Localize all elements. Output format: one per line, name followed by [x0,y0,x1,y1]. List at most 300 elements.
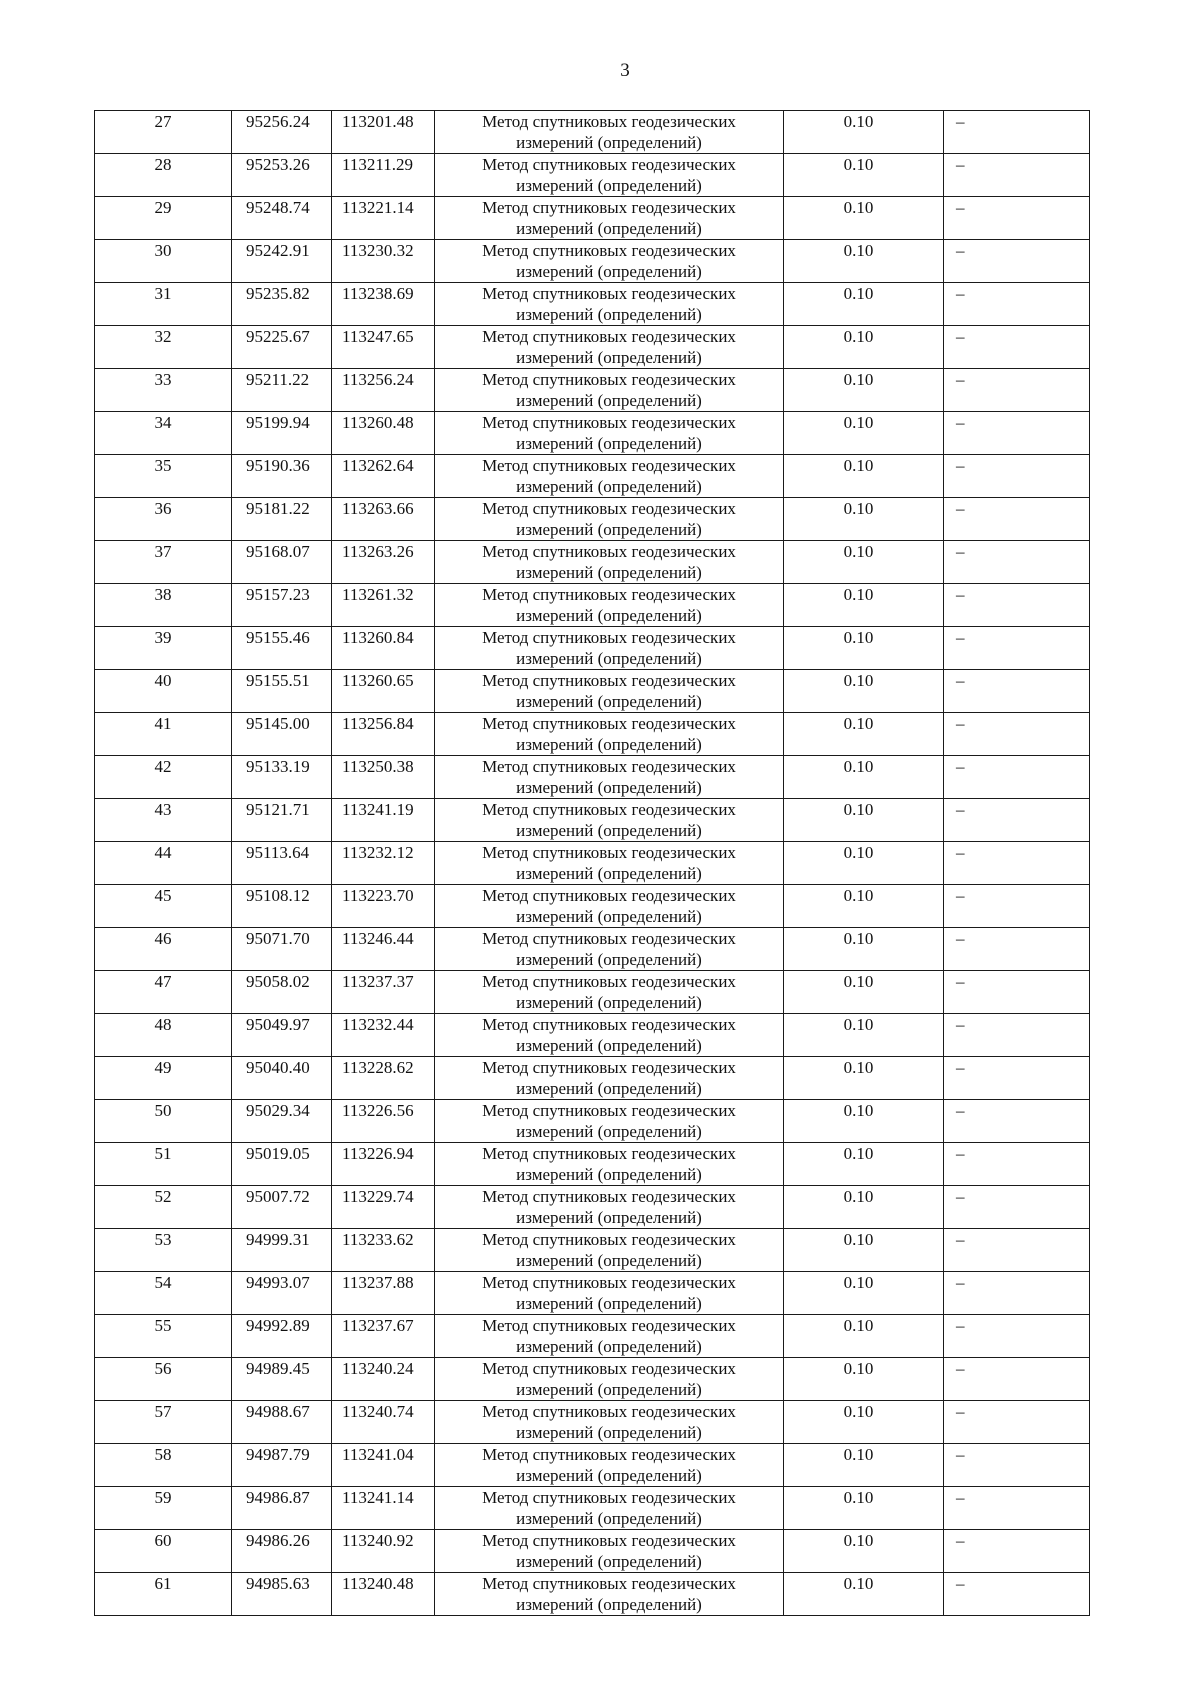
y-coordinate-cell: 113250.38 [332,756,435,799]
method-line-2: измерений (определений) [516,1079,702,1098]
point-number-cell: 47 [95,971,232,1014]
x-coordinate-cell: 95256.24 [232,111,332,154]
point-number-cell: 38 [95,584,232,627]
point-number-cell: 59 [95,1487,232,1530]
point-number-cell: 60 [95,1530,232,1573]
point-number-cell: 61 [95,1573,232,1616]
method-cell [435,326,784,369]
table-row [95,713,1090,756]
y-coordinate-cell: 113238.69 [332,283,435,326]
y-coordinate-cell: 113247.65 [332,326,435,369]
table-row [95,455,1090,498]
method-line-1: Метод спутниковых геодезических [482,1531,736,1550]
method-line-2: измерений (определений) [516,821,702,840]
method-line-2: измерений (определений) [516,1423,702,1442]
method-line-1: Метод спутниковых геодезических [482,284,736,303]
method-cell [435,412,784,455]
method-cell [435,1358,784,1401]
table-row [95,799,1090,842]
point-number-cell: 53 [95,1229,232,1272]
method-line-1: Метод спутниковых геодезических [482,714,736,733]
x-coordinate-cell: 95235.82 [232,283,332,326]
method-line-2: измерений (определений) [516,434,702,453]
method-cell [435,1530,784,1573]
table-row [95,1530,1090,1573]
table-row [95,197,1090,240]
method-cell [435,713,784,756]
table-row [95,541,1090,584]
method-line-2: измерений (определений) [516,1208,702,1227]
method-line-1: Метод спутниковых геодезических [482,1273,736,1292]
x-coordinate-cell: 94986.26 [232,1530,332,1573]
table-row [95,1014,1090,1057]
method-line-1: Метод спутниковых геодезических [482,843,736,862]
method-cell [435,971,784,1014]
point-number-cell: 40 [95,670,232,713]
accuracy-cell: 0.10 [784,412,944,455]
y-coordinate-cell: 113260.84 [332,627,435,670]
table-row [95,756,1090,799]
table-row [95,1272,1090,1315]
method-line-1: Метод спутниковых геодезических [482,1015,736,1034]
point-number-cell: 28 [95,154,232,197]
note-cell: – [944,885,1090,928]
method-line-2: измерений (определений) [516,1251,702,1270]
method-line-2: измерений (определений) [516,1466,702,1485]
method-line-1: Метод спутниковых геодезических [482,542,736,561]
method-cell [435,1315,784,1358]
accuracy-cell: 0.10 [784,1143,944,1186]
x-coordinate-cell: 95248.74 [232,197,332,240]
method-line-1: Метод спутниковых геодезических [482,1144,736,1163]
accuracy-cell: 0.10 [784,1444,944,1487]
method-line-1: Метод спутниковых геодезических [482,972,736,991]
accuracy-cell: 0.10 [784,1186,944,1229]
method-line-1: Метод спутниковых геодезических [482,198,736,217]
x-coordinate-cell: 94999.31 [232,1229,332,1272]
y-coordinate-cell: 113237.67 [332,1315,435,1358]
x-coordinate-cell: 95211.22 [232,369,332,412]
method-cell [435,1401,784,1444]
table-row [95,928,1090,971]
table-row [95,584,1090,627]
point-number-cell: 45 [95,885,232,928]
x-coordinate-cell: 95145.00 [232,713,332,756]
note-cell: – [944,1401,1090,1444]
note-cell: – [944,1014,1090,1057]
accuracy-cell: 0.10 [784,670,944,713]
note-cell: – [944,1444,1090,1487]
accuracy-cell: 0.10 [784,1100,944,1143]
y-coordinate-cell: 113233.62 [332,1229,435,1272]
note-cell: – [944,971,1090,1014]
accuracy-cell: 0.10 [784,283,944,326]
accuracy-cell: 0.10 [784,541,944,584]
y-coordinate-cell: 113260.48 [332,412,435,455]
method-cell [435,1444,784,1487]
point-number-cell: 39 [95,627,232,670]
accuracy-cell: 0.10 [784,1014,944,1057]
method-line-2: измерений (определений) [516,778,702,797]
y-coordinate-cell: 113232.44 [332,1014,435,1057]
table-row [95,971,1090,1014]
method-line-1: Метод спутниковых геодезических [482,628,736,647]
point-number-cell: 41 [95,713,232,756]
y-coordinate-cell: 113240.24 [332,1358,435,1401]
accuracy-cell: 0.10 [784,111,944,154]
point-number-cell: 35 [95,455,232,498]
method-line-2: измерений (определений) [516,1595,702,1614]
note-cell: – [944,283,1090,326]
table-row [95,885,1090,928]
table-row [95,154,1090,197]
x-coordinate-cell: 95157.23 [232,584,332,627]
accuracy-cell: 0.10 [784,885,944,928]
accuracy-cell: 0.10 [784,842,944,885]
accuracy-cell: 0.10 [784,1272,944,1315]
note-cell: – [944,799,1090,842]
note-cell: – [944,498,1090,541]
accuracy-cell: 0.10 [784,971,944,1014]
accuracy-cell: 0.10 [784,1530,944,1573]
y-coordinate-cell: 113260.65 [332,670,435,713]
note-cell: – [944,670,1090,713]
accuracy-cell: 0.10 [784,326,944,369]
note-cell: – [944,154,1090,197]
y-coordinate-cell: 113241.19 [332,799,435,842]
point-number-cell: 29 [95,197,232,240]
method-cell [435,928,784,971]
x-coordinate-cell: 95108.12 [232,885,332,928]
y-coordinate-cell: 113256.24 [332,369,435,412]
page-number: 3 [620,60,630,81]
method-line-1: Метод спутниковых геодезических [482,155,736,174]
table-row [95,111,1090,154]
method-cell [435,1143,784,1186]
note-cell: – [944,756,1090,799]
x-coordinate-cell: 94993.07 [232,1272,332,1315]
method-cell [435,1186,784,1229]
method-line-1: Метод спутниковых геодезических [482,757,736,776]
point-number-cell: 50 [95,1100,232,1143]
method-line-2: измерений (определений) [516,176,702,195]
accuracy-cell: 0.10 [784,197,944,240]
method-line-1: Метод спутниковых геодезических [482,1058,736,1077]
x-coordinate-cell: 94989.45 [232,1358,332,1401]
note-cell: – [944,1229,1090,1272]
note-cell: – [944,412,1090,455]
note-cell: – [944,111,1090,154]
method-cell [435,756,784,799]
method-line-1: Метод спутниковых геодезических [482,499,736,518]
method-line-2: измерений (определений) [516,993,702,1012]
x-coordinate-cell: 95019.05 [232,1143,332,1186]
table-row [95,412,1090,455]
point-number-cell: 51 [95,1143,232,1186]
table-row [95,1401,1090,1444]
y-coordinate-cell: 113237.37 [332,971,435,1014]
method-line-1: Метод спутниковых геодезических [482,370,736,389]
note-cell: – [944,584,1090,627]
table-row [95,1573,1090,1616]
table-row [95,1358,1090,1401]
y-coordinate-cell: 113240.92 [332,1530,435,1573]
accuracy-cell: 0.10 [784,154,944,197]
method-cell [435,498,784,541]
note-cell: – [944,928,1090,971]
x-coordinate-cell: 95253.26 [232,154,332,197]
note-cell: – [944,1272,1090,1315]
x-coordinate-cell: 95190.36 [232,455,332,498]
table-row [95,283,1090,326]
y-coordinate-cell: 113230.32 [332,240,435,283]
accuracy-cell: 0.10 [784,498,944,541]
method-line-1: Метод спутниковых геодезических [482,1101,736,1120]
method-line-1: Метод спутниковых геодезических [482,585,736,604]
method-cell [435,369,784,412]
method-cell [435,455,784,498]
y-coordinate-cell: 113228.62 [332,1057,435,1100]
method-cell [435,541,784,584]
accuracy-cell: 0.10 [784,713,944,756]
method-line-1: Метод спутниковых геодезических [482,886,736,905]
y-coordinate-cell: 113237.88 [332,1272,435,1315]
x-coordinate-cell: 95040.40 [232,1057,332,1100]
point-number-cell: 58 [95,1444,232,1487]
y-coordinate-cell: 113223.70 [332,885,435,928]
method-line-2: измерений (определений) [516,1294,702,1313]
method-line-1: Метод спутниковых геодезических [482,413,736,432]
method-line-2: измерений (определений) [516,391,702,410]
note-cell: – [944,1186,1090,1229]
method-cell [435,240,784,283]
point-number-cell: 37 [95,541,232,584]
accuracy-cell: 0.10 [784,1487,944,1530]
point-number-cell: 42 [95,756,232,799]
y-coordinate-cell: 113263.26 [332,541,435,584]
point-number-cell: 55 [95,1315,232,1358]
accuracy-cell: 0.10 [784,584,944,627]
note-cell: – [944,713,1090,756]
x-coordinate-cell: 95049.97 [232,1014,332,1057]
table-row [95,842,1090,885]
method-line-2: измерений (определений) [516,520,702,539]
accuracy-cell: 0.10 [784,799,944,842]
point-number-cell: 44 [95,842,232,885]
x-coordinate-cell: 94992.89 [232,1315,332,1358]
x-coordinate-cell: 94986.87 [232,1487,332,1530]
y-coordinate-cell: 113240.48 [332,1573,435,1616]
note-cell: – [944,842,1090,885]
accuracy-cell: 0.10 [784,756,944,799]
note-cell: – [944,1530,1090,1573]
note-cell: – [944,1487,1090,1530]
point-number-cell: 31 [95,283,232,326]
point-number-cell: 48 [95,1014,232,1057]
method-line-2: измерений (определений) [516,305,702,324]
x-coordinate-cell: 95168.07 [232,541,332,584]
x-coordinate-cell: 95225.67 [232,326,332,369]
x-coordinate-cell: 94987.79 [232,1444,332,1487]
x-coordinate-cell: 94988.67 [232,1401,332,1444]
accuracy-cell: 0.10 [784,1315,944,1358]
coordinates-table [94,110,1090,1616]
note-cell: – [944,240,1090,283]
method-cell [435,154,784,197]
method-line-2: измерений (определений) [516,262,702,281]
accuracy-cell: 0.10 [784,1573,944,1616]
method-cell [435,670,784,713]
method-line-2: измерений (определений) [516,219,702,238]
method-cell [435,584,784,627]
table-row [95,670,1090,713]
x-coordinate-cell: 95071.70 [232,928,332,971]
x-coordinate-cell: 95199.94 [232,412,332,455]
method-line-2: измерений (определений) [516,606,702,625]
point-number-cell: 46 [95,928,232,971]
method-cell [435,1272,784,1315]
method-line-2: измерений (определений) [516,735,702,754]
y-coordinate-cell: 113241.04 [332,1444,435,1487]
method-line-2: измерений (определений) [516,1509,702,1528]
method-line-2: измерений (определений) [516,907,702,926]
method-line-2: измерений (определений) [516,348,702,367]
accuracy-cell: 0.10 [784,627,944,670]
point-number-cell: 49 [95,1057,232,1100]
x-coordinate-cell: 95242.91 [232,240,332,283]
note-cell: – [944,1100,1090,1143]
point-number-cell: 34 [95,412,232,455]
x-coordinate-cell: 94985.63 [232,1573,332,1616]
note-cell: – [944,627,1090,670]
method-line-1: Метод спутниковых геодезических [482,671,736,690]
note-cell: – [944,1358,1090,1401]
note-cell: – [944,1057,1090,1100]
method-cell [435,1014,784,1057]
x-coordinate-cell: 95181.22 [232,498,332,541]
table-row [95,627,1090,670]
point-number-cell: 54 [95,1272,232,1315]
note-cell: – [944,541,1090,584]
method-line-1: Метод спутниковых геодезических [482,1488,736,1507]
x-coordinate-cell: 95058.02 [232,971,332,1014]
table-row [95,1487,1090,1530]
method-cell [435,842,784,885]
method-line-1: Метод спутниковых геодезических [482,1187,736,1206]
point-number-cell: 32 [95,326,232,369]
method-line-1: Метод спутниковых геодезических [482,112,736,131]
accuracy-cell: 0.10 [784,455,944,498]
y-coordinate-cell: 113263.66 [332,498,435,541]
accuracy-cell: 0.10 [784,1401,944,1444]
coordinates-table-body [95,111,1090,1616]
accuracy-cell: 0.10 [784,240,944,283]
method-cell [435,1573,784,1616]
table-row [95,1100,1090,1143]
y-coordinate-cell: 113211.29 [332,154,435,197]
method-cell [435,111,784,154]
method-line-1: Метод спутниковых геодезических [482,327,736,346]
method-line-1: Метод спутниковых геодезических [482,1402,736,1421]
point-number-cell: 30 [95,240,232,283]
point-number-cell: 52 [95,1186,232,1229]
x-coordinate-cell: 95155.46 [232,627,332,670]
method-line-2: измерений (определений) [516,950,702,969]
accuracy-cell: 0.10 [784,1358,944,1401]
y-coordinate-cell: 113261.32 [332,584,435,627]
point-number-cell: 27 [95,111,232,154]
x-coordinate-cell: 95007.72 [232,1186,332,1229]
table-row [95,369,1090,412]
method-line-1: Метод спутниковых геодезических [482,1316,736,1335]
method-line-1: Метод спутниковых геодезических [482,1445,736,1464]
method-cell [435,799,784,842]
note-cell: – [944,369,1090,412]
method-cell [435,283,784,326]
y-coordinate-cell: 113240.74 [332,1401,435,1444]
note-cell: – [944,197,1090,240]
method-line-1: Метод спутниковых геодезических [482,1574,736,1593]
note-cell: – [944,455,1090,498]
x-coordinate-cell: 95113.64 [232,842,332,885]
x-coordinate-cell: 95155.51 [232,670,332,713]
point-number-cell: 43 [95,799,232,842]
method-cell [435,1100,784,1143]
accuracy-cell: 0.10 [784,369,944,412]
method-line-2: измерений (определений) [516,1337,702,1356]
table-row [95,240,1090,283]
x-coordinate-cell: 95133.19 [232,756,332,799]
method-cell [435,885,784,928]
method-cell [435,1057,784,1100]
accuracy-cell: 0.10 [784,1057,944,1100]
point-number-cell: 36 [95,498,232,541]
y-coordinate-cell: 113229.74 [332,1186,435,1229]
table-row [95,1186,1090,1229]
method-line-1: Метод спутниковых геодезических [482,929,736,948]
method-line-2: измерений (определений) [516,1122,702,1141]
table-row [95,326,1090,369]
method-line-1: Метод спутниковых геодезических [482,1230,736,1249]
point-number-cell: 57 [95,1401,232,1444]
method-cell [435,1487,784,1530]
accuracy-cell: 0.10 [784,1229,944,1272]
table-row [95,498,1090,541]
method-line-2: измерений (определений) [516,649,702,668]
method-line-2: измерений (определений) [516,1380,702,1399]
y-coordinate-cell: 113226.56 [332,1100,435,1143]
table-row [95,1057,1090,1100]
y-coordinate-cell: 113246.44 [332,928,435,971]
accuracy-cell: 0.10 [784,928,944,971]
method-cell [435,1229,784,1272]
y-coordinate-cell: 113226.94 [332,1143,435,1186]
table-row [95,1143,1090,1186]
table-row [95,1444,1090,1487]
method-line-2: измерений (определений) [516,1165,702,1184]
method-line-2: измерений (определений) [516,1036,702,1055]
method-line-2: измерений (определений) [516,477,702,496]
note-cell: – [944,1143,1090,1186]
x-coordinate-cell: 95029.34 [232,1100,332,1143]
y-coordinate-cell: 113201.48 [332,111,435,154]
method-line-2: измерений (определений) [516,133,702,152]
table-row [95,1315,1090,1358]
method-line-2: измерений (определений) [516,563,702,582]
point-number-cell: 56 [95,1358,232,1401]
table-row [95,1229,1090,1272]
y-coordinate-cell: 113221.14 [332,197,435,240]
